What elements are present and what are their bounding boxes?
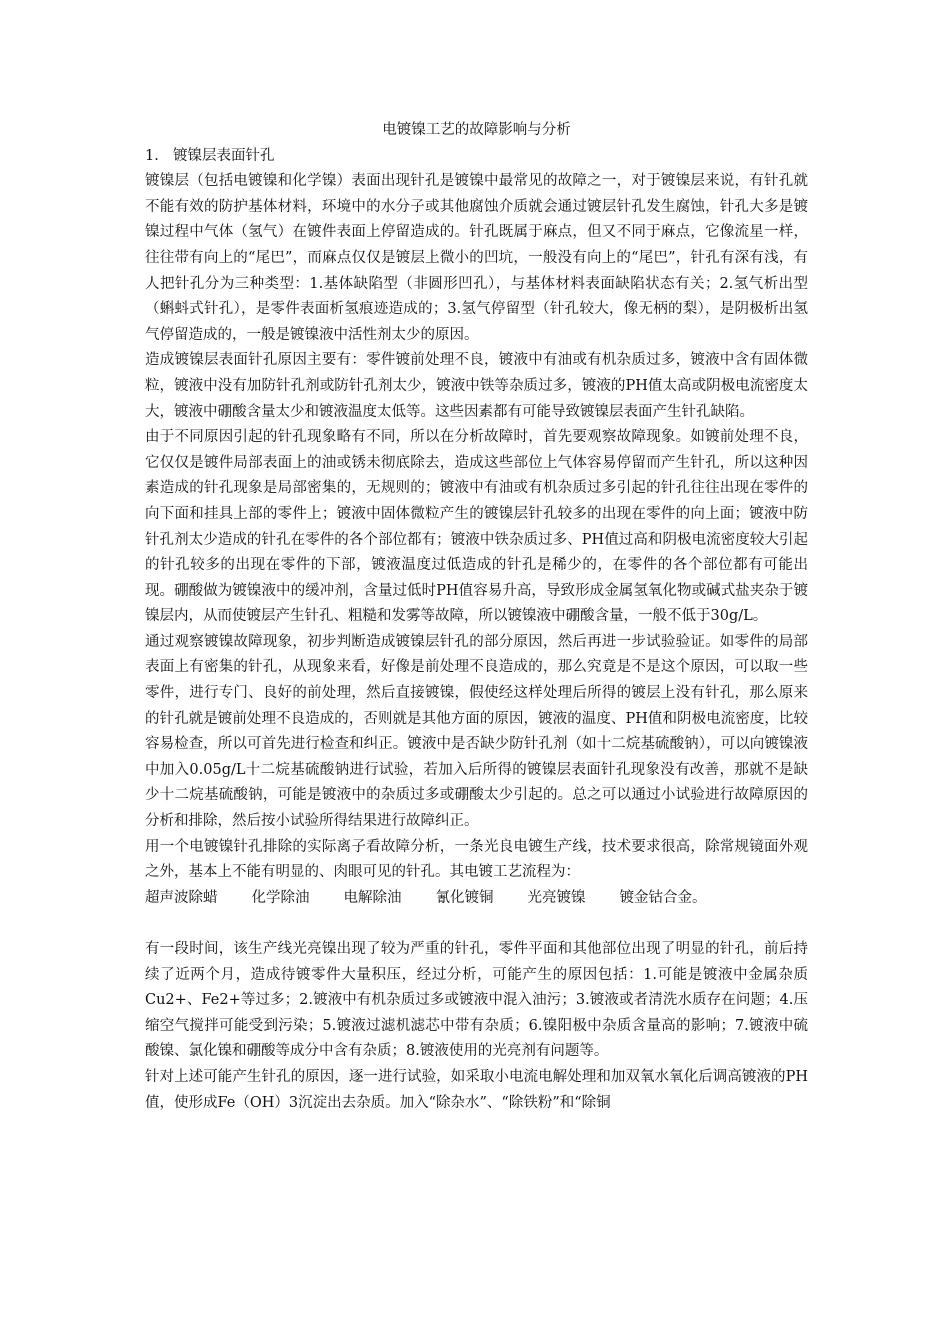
paragraph-case-tests: 针对上述可能产生针孔的原因，逐一进行试验，如采取小电流电解处理和加双氧水氧化后调高镀液的PH值，使形成Fe（OH）3沉淀出去杂质。加入“除杂水”、“除铁粉”和“除铜	[145, 1068, 808, 1111]
section-number: 1.	[145, 147, 159, 164]
process-step: 镀金钴合金。	[619, 889, 707, 906]
paragraph-pinhole-definition: 镀镍层（包括电镀镍和化学镍）表面出现针孔是镀镍中最常见的故障之一，对于镀镍层来说，有针孔就不能有效的防护基体材料，环境中的水分子或其他腐蚀介质就会通过镀层针孔发生腐蚀，针孔大多是镀镍过程中气体（氢气）在镀件表面上停留造成的。针孔既属于麻点，但又不同于麻点，它像流星一样，往往带有向上的“尾巴”，而麻点仅仅是镀层上微小的凹坑，一般没有向上的“尾巴”，针孔有深有浅，有人把针孔分为三种类型：1.基体缺陷型（非圆形凹孔），与基体材料表面缺陷状态有关；2.氢气析出型（蝌蚪式针孔），是零件表面析氢痕迹造成的；3.氢气停留型（针孔较大，像无柄的梨），是阴极析出氢气停留造成的，一般是镀镍液中活性剂太少的原因。	[145, 173, 808, 343]
document-page	[145, 118, 808, 1116]
paragraph-pinhole-verification: 通过观察镀镍故障现象，初步判断造成镀镍层针孔的部分原因，然后再进一步试验验证。如零件的局部表面上有密集的针孔，从现象来看，好像是前处理不良造成的，那么究竟是不是这个原因，可以取一些零件，进行专门、良好的前处理，然后直接镀镍，假使经这样处理后所得的镀层上没有针孔，那么原来的针孔就是镀前处理不良造成的，否则就是其他方面的原因，镀液的温度、PH值和阴极电流密度，比较容易检查，所以可首先进行检查和纠正。镀液中是否缺少防针孔剂（如十二烷基硫酸钠），可以向镀镍液中加入0.05g/L十二烷基硫酸钠进行试验，若加入后所得的镀镍层表面针孔现象没有改善，那就不是缺少十二烷基硫酸钠，可能是镀液中的杂质过多或硼酸太少引起的。总之可以通过小试验进行故障原因的分析和排除，然后按小试验所得结果进行故障纠正。	[145, 633, 808, 830]
paragraph-case-causes: 有一段时间，该生产线光亮镍出现了较为严重的针孔，零件平面和其他部位出现了明显的针孔，前后持续了近两个月，造成待镀零件大量积压，经过分析，可能产生的原因包括：1.可能是镀液中金属杂质 Cu2+、Fe2+等过多；2.镀液中有机杂质过多或镀液中混入油污；3.镀液或者清洗水质存在问题；4.压缩空气搅拌可能受到污染；5.镀液过滤机滤芯中带有杂质；6.镍阳极中杂质含量高的影响；7.镀液中硫酸镍、氯化镍和硼酸等成分中含有杂质；8.镀液使用的光亮剂有问题等。	[145, 941, 808, 1060]
process-step: 光亮镀镍	[527, 889, 586, 906]
section-heading	[145, 144, 808, 170]
section-heading-text: 镀镍层表面针孔	[173, 147, 275, 164]
process-step: 电解除油	[343, 889, 402, 906]
paragraph-case-intro: 用一个电镀镍针孔排除的实际离子看故障分析，一条光良电镀生产线，技术要求很高，除常规镜面外观之外，基本上不能有明显的、肉眼可见的针孔。其电镀工艺流程为：	[145, 838, 808, 881]
process-step: 氰化镀铜	[435, 889, 494, 906]
process-step: 超声波除蜡	[145, 889, 218, 906]
process-step: 化学除油	[251, 889, 310, 906]
document-title: 电镀镍工艺的故障影响与分析	[382, 122, 571, 138]
paragraph-pinhole-observation: 由于不同原因引起的针孔现象略有不同，所以在分析故障时，首先要观察故障现象。如镀前处理不良，它仅仅是镀件局部表面上的油或锈未彻底除去，造成这些部位上气体容易停留而产生针孔，所以这种因素造成的针孔现象是局部密集的，无规则的；镀液中有油或有机杂质过多引起的针孔往往出现在零件的向下面和挂具上部的零件上；镀液中固体微粒产生的镀镍层针孔较多的出现在零件的向上面；镀液中防针孔剂太少造成的针孔在零件的各个部位都有；镀液中铁杂质过多、PH值过高和阴极电流密度较大引起的针孔较多的出现在零件的下部，镀液温度过低造成的针孔是稀少的，在零件的各个部位都有可能出现。硼酸做为镀镍液中的缓冲剂，含量过低时PH值容易升高，导致形成金属氢氧化物或碱式盐夹杂于镀镍层内，从而使镀层产生针孔、粗糙和发雾等故障，所以镀镍液中硼酸含量，一般不低于30g/L。	[145, 429, 808, 625]
blank-line	[145, 911, 808, 937]
paragraph-pinhole-causes: 造成镀镍层表面针孔原因主要有：零件镀前处理不良，镀液中有油或有机杂质过多，镀液中含有固体微粒，镀液中没有加防针孔剂或防针孔剂太少，镀液中铁等杂质过多，镀液的PH值太高或阴极电流密度太大，镀液中硼酸含量太少和镀液温度太低等。这些因素都有可能导致镀镍层表面产生针孔缺陷。	[145, 352, 808, 420]
process-flow	[145, 886, 808, 912]
